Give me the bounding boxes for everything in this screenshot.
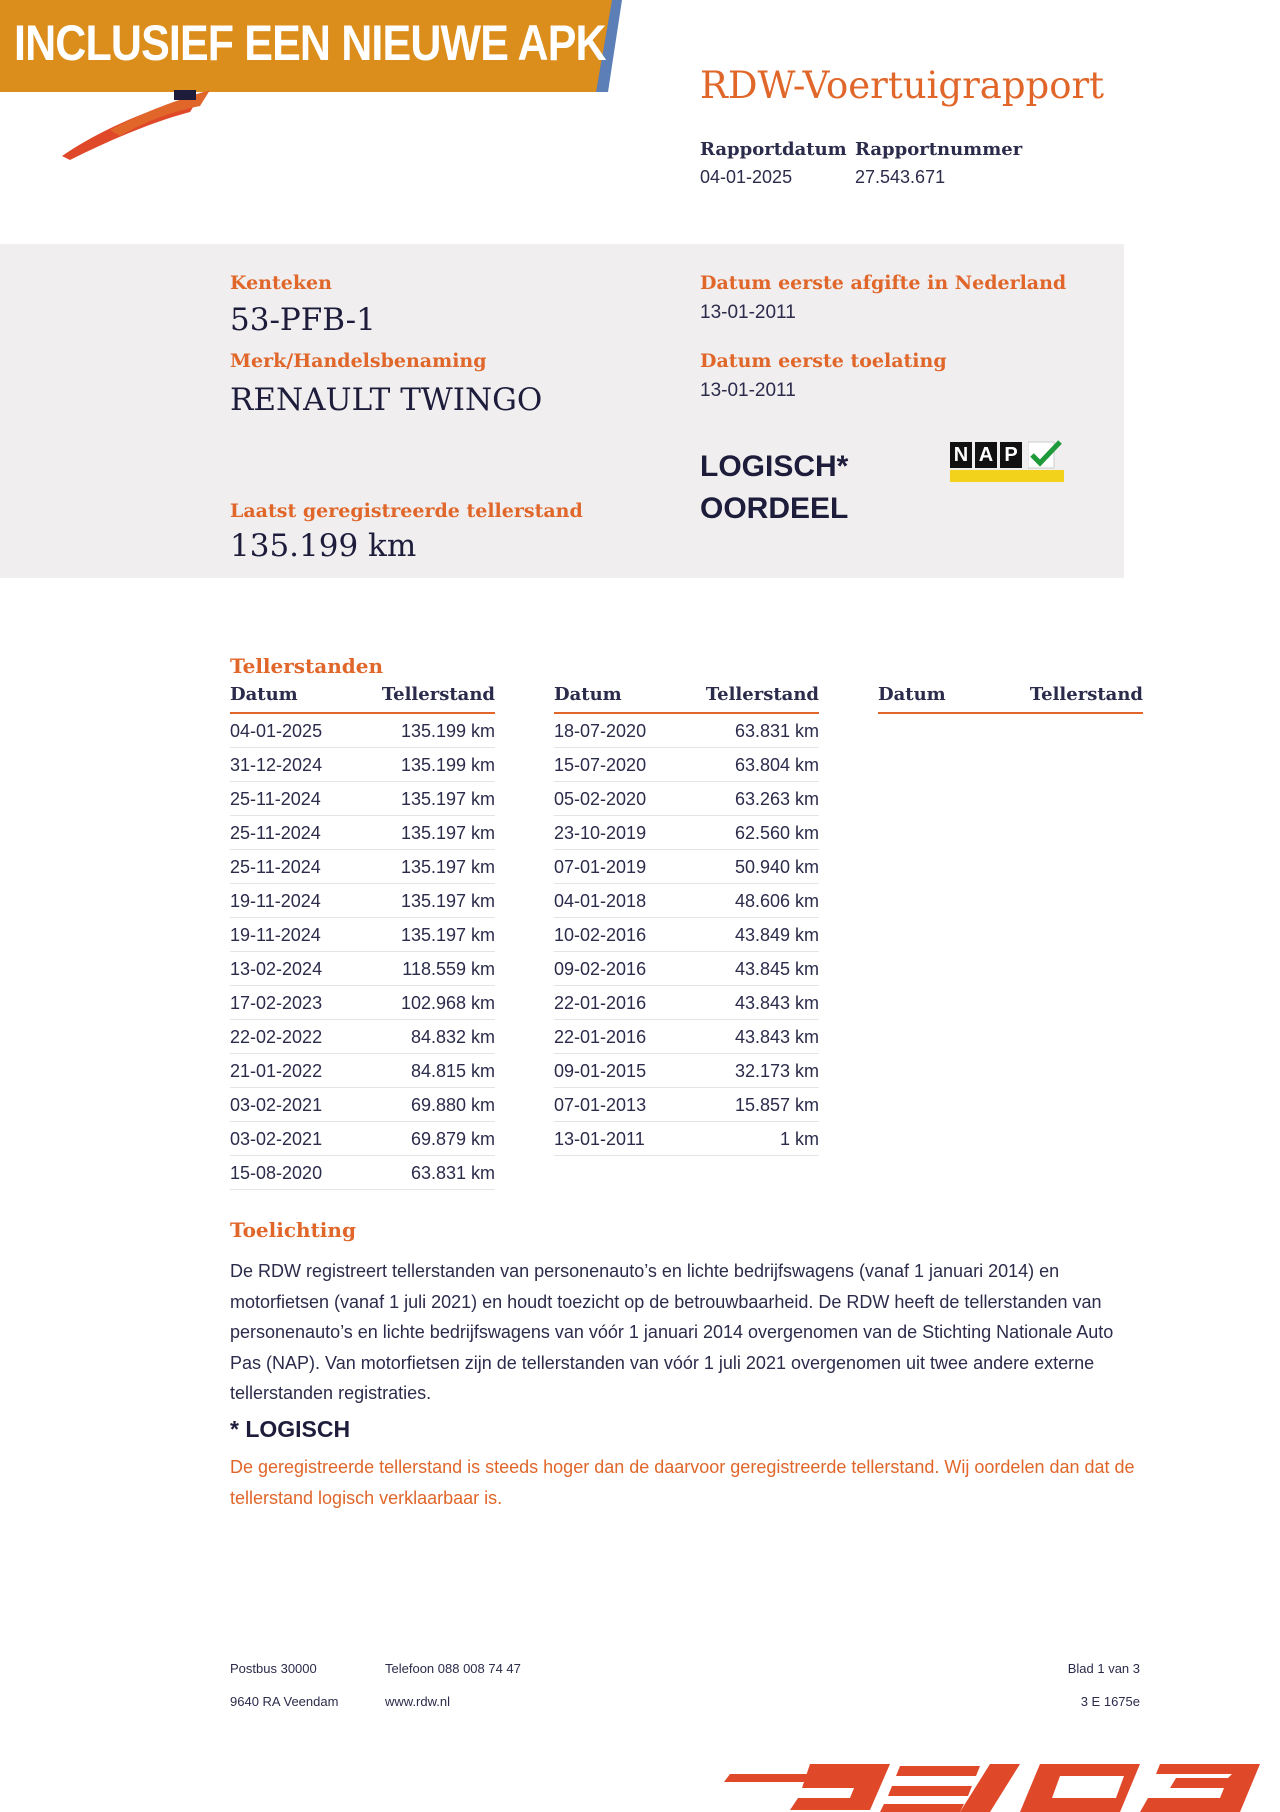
table-rows — [230, 714, 495, 1190]
report-number-label: Rapportnummer — [855, 139, 1023, 160]
table-row — [230, 1088, 495, 1122]
reading-date: 18-07-2020 — [554, 721, 647, 741]
reading-km: 102.968 km — [400, 993, 495, 1013]
reading-date: 19-11-2024 — [230, 925, 321, 945]
reading-date: 07-01-2019 — [554, 857, 647, 877]
checkmark-icon — [1028, 440, 1062, 472]
reading-date: 13-01-2011 — [554, 1129, 645, 1149]
col-reading-header: Tellerstand — [705, 684, 819, 705]
odometer-section-title: Tellerstanden — [230, 654, 384, 678]
first-issue-nl-value: 13-01-2011 — [700, 302, 796, 323]
table-row — [554, 1122, 819, 1156]
table-row — [554, 714, 819, 748]
vehicle-info-panel — [0, 244, 1124, 578]
odometer-table-3 — [878, 684, 1143, 714]
plate-label: Kenteken — [230, 272, 332, 294]
table-row — [230, 850, 495, 884]
reading-km: 43.849 km — [734, 925, 819, 945]
reading-km: 63.831 km — [410, 1163, 495, 1183]
table-row — [230, 1122, 495, 1156]
table-row — [554, 1020, 819, 1054]
reading-date: 15-08-2020 — [230, 1163, 323, 1183]
table-row — [230, 1156, 495, 1190]
reading-km: 50.940 km — [734, 857, 819, 877]
reading-km: 48.606 km — [734, 891, 819, 911]
reading-date: 10-02-2016 — [554, 925, 647, 945]
table-row — [230, 714, 495, 748]
table-row — [554, 816, 819, 850]
table-row — [230, 918, 495, 952]
reading-km: 43.845 km — [734, 959, 819, 979]
footer-page-number: Blad 1 van 3 — [1067, 1661, 1140, 1676]
reading-km: 118.559 km — [402, 959, 495, 979]
reading-date: 23-10-2019 — [554, 823, 647, 843]
reading-date: 03-02-2021 — [230, 1095, 323, 1115]
reading-km: 69.880 km — [410, 1095, 495, 1115]
table-header — [230, 684, 495, 714]
apk-banner-text: INCLUSIEF EEN NIEUWE APK — [14, 15, 606, 71]
explanation-title: Toelichting — [230, 1218, 356, 1242]
table-row — [230, 748, 495, 782]
logisch-title: * LOGISCH — [230, 1416, 351, 1442]
reading-km: 135.199 km — [400, 721, 495, 741]
report-date-value: 04-01-2025 — [700, 167, 793, 187]
reading-km: 135.197 km — [400, 823, 495, 843]
reading-km: 15.857 km — [734, 1095, 819, 1115]
reading-date: 25-11-2024 — [230, 823, 321, 843]
reading-km: 135.197 km — [400, 857, 495, 877]
brand-label: Merk/Handelsbenaming — [230, 350, 487, 372]
col-date-header: Datum — [230, 684, 298, 705]
reading-km: 63.804 km — [734, 755, 819, 775]
reading-date: 25-11-2024 — [230, 789, 321, 809]
nap-letter-a: A — [975, 442, 997, 468]
reading-date: 05-02-2020 — [554, 789, 647, 809]
table-row — [230, 816, 495, 850]
odometer-value: 135.199 km — [230, 528, 417, 564]
rdw-logo-icon — [40, 60, 220, 170]
reading-km: 63.831 km — [734, 721, 819, 741]
odometer-label: Laatst geregistreerde tellerstand — [230, 500, 583, 522]
reading-km: 135.199 km — [400, 755, 495, 775]
footer-city: 9640 RA Veendam — [230, 1694, 339, 1709]
nap-letter-p: P — [1000, 442, 1022, 468]
reading-date: 25-11-2024 — [230, 857, 321, 877]
reading-date: 21-01-2022 — [230, 1061, 323, 1081]
table-row — [554, 1088, 819, 1122]
reading-date: 17-02-2023 — [230, 993, 323, 1013]
footer-website[interactable]: www.rdw.nl — [385, 1694, 451, 1709]
reading-date: 09-01-2015 — [554, 1061, 647, 1081]
reading-km: 69.879 km — [410, 1129, 495, 1149]
table-rows — [554, 714, 819, 1156]
report-title: RDW-Voertuigrapport — [700, 64, 1105, 107]
table-row — [230, 884, 495, 918]
reading-km: 43.843 km — [734, 993, 819, 1013]
reading-km: 62.560 km — [734, 823, 819, 843]
table-row — [554, 782, 819, 816]
report-date-label: Rapportdatum — [700, 139, 847, 160]
reading-date: 31-12-2024 — [230, 755, 323, 775]
verdict-line1: LOGISCH* — [700, 450, 849, 483]
nap-letter-n: N — [950, 442, 972, 468]
logisch-text: De geregistreerde tellerstand is steeds hoger dan de daarvoor geregistreerde tellerstand. Wij oordelen dan dat de tellerstand logisch verklaarbaar is. — [230, 1457, 1135, 1508]
table-header — [878, 684, 1143, 714]
table-row — [230, 952, 495, 986]
verdict-line2: OORDEEL — [700, 492, 849, 525]
reading-date: 19-11-2024 — [230, 891, 321, 911]
reading-km: 1 km — [779, 1129, 819, 1149]
reading-km: 135.197 km — [400, 891, 495, 911]
reading-km: 84.815 km — [410, 1061, 495, 1081]
col-reading-header: Tellerstand — [381, 684, 495, 705]
reading-km: 43.843 km — [734, 1027, 819, 1047]
reading-date: 15-07-2020 — [554, 755, 647, 775]
col-date-header: Datum — [878, 684, 946, 705]
table-row — [230, 986, 495, 1020]
reading-date: 04-01-2018 — [554, 891, 647, 911]
table-row — [554, 884, 819, 918]
plate-value: 53-PFB-1 — [230, 302, 376, 338]
first-issue-nl-label: Datum eerste afgifte in Nederland — [700, 272, 1067, 294]
reading-km: 135.197 km — [400, 925, 495, 945]
footer-phone: Telefoon 088 008 74 47 — [385, 1661, 521, 1676]
reading-date: 09-02-2016 — [554, 959, 647, 979]
reading-date: 07-01-2013 — [554, 1095, 647, 1115]
reading-km: 63.263 km — [734, 789, 819, 809]
col-reading-header: Tellerstand — [1029, 684, 1143, 705]
footer-postbus: Postbus 30000 — [230, 1661, 317, 1676]
table-row — [554, 918, 819, 952]
first-admission-label: Datum eerste toelating — [700, 350, 947, 372]
rdw-stripes-icon — [720, 1752, 1280, 1812]
table-row — [230, 1054, 495, 1088]
report-number-value: 27.543.671 — [855, 167, 946, 187]
table-row — [554, 748, 819, 782]
reading-date: 22-01-2016 — [554, 1027, 647, 1047]
reading-date: 22-01-2016 — [554, 993, 647, 1013]
reading-date: 04-01-2025 — [230, 721, 323, 741]
table-row — [554, 952, 819, 986]
reading-date: 13-02-2024 — [230, 959, 323, 979]
brand-value: RENAULT TWINGO — [230, 382, 543, 418]
reading-km: 32.173 km — [734, 1061, 819, 1081]
first-admission-value: 13-01-2011 — [700, 380, 796, 401]
table-row — [554, 986, 819, 1020]
odometer-table-1 — [230, 684, 495, 1190]
reading-date: 03-02-2021 — [230, 1129, 323, 1149]
table-header — [554, 684, 819, 714]
nap-badge — [950, 440, 1064, 486]
reading-km: 84.832 km — [410, 1027, 495, 1047]
col-date-header: Datum — [554, 684, 622, 705]
reading-date: 22-02-2022 — [230, 1027, 323, 1047]
footer-doc-code: 3 E 1675e — [1080, 1694, 1140, 1709]
odometer-table-2 — [554, 684, 819, 1156]
table-row — [554, 1054, 819, 1088]
reading-km: 135.197 km — [400, 789, 495, 809]
table-row — [230, 1020, 495, 1054]
table-row — [554, 850, 819, 884]
explanation-text: De RDW registreert tellerstanden van personenauto’s en lichte bedrijfswagens (vanaf 1 januari 2014) en motorfietsen (vanaf 1 juli 2021) en houdt toezicht op de betrouwbaarheid. De RDW heeft de tellerstanden van personenauto’s en lichte bedrijfswagens van vóór 1 januari 2014 overgenomen van de Stichting Nationale Auto Pas (NAP). Van motorfietsen zijn de tellerstanden van vóór 1 juli 2021 overgenomen uit twee andere externe tellerstanden registraties. — [230, 1261, 1114, 1403]
table-row — [230, 782, 495, 816]
